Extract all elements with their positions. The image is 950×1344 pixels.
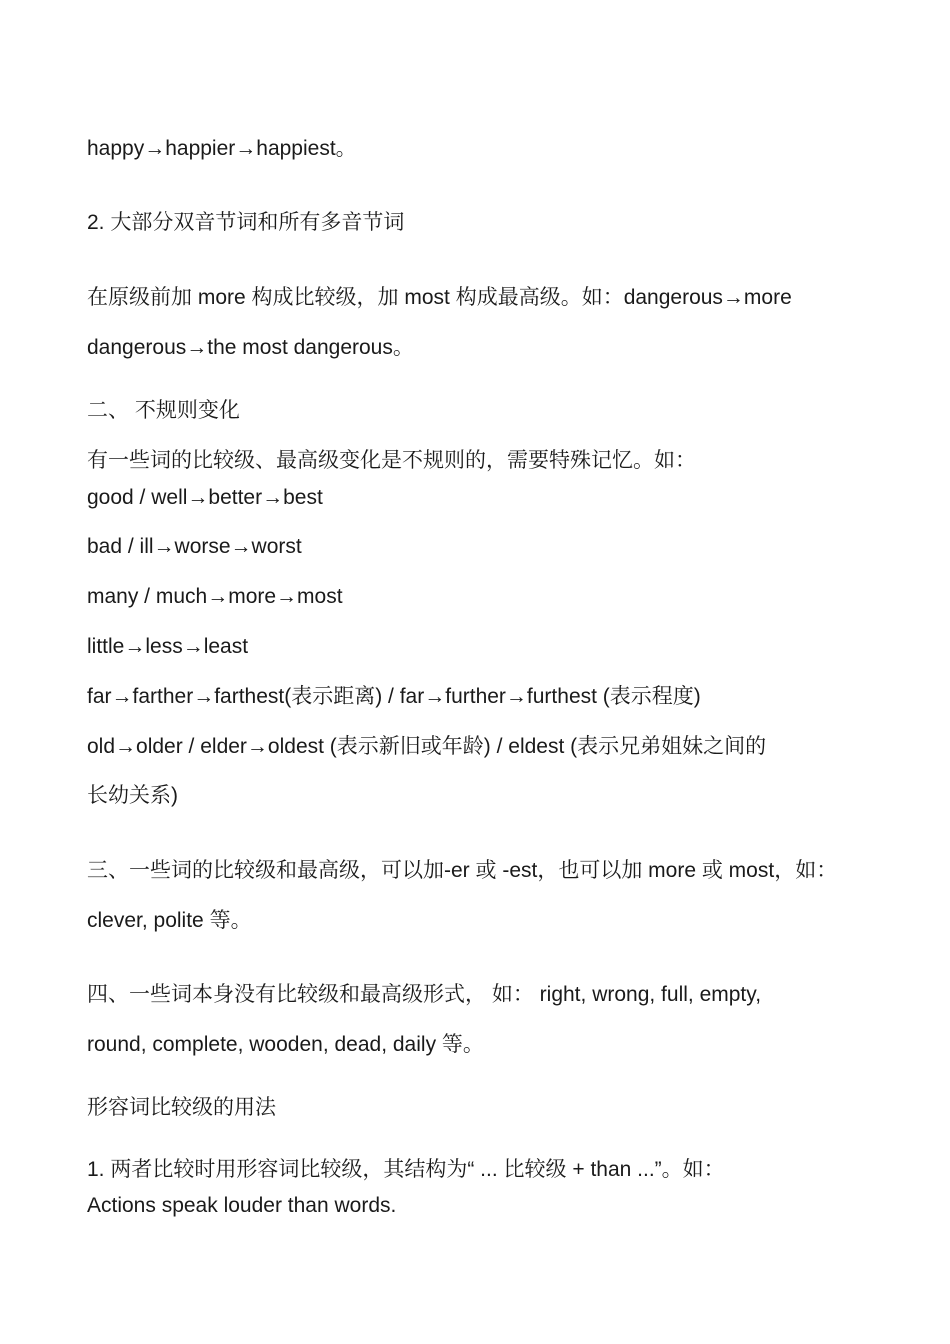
rule-example-dangerous: dangerous→the most dangerous。 [87, 336, 414, 359]
comparative-example-happy: happy→happier→happiest。 [87, 137, 357, 160]
rule-text-more-most: 在原级前加 more 构成比较级，加 most 构成最高级。如：dangerous→more [87, 286, 792, 309]
irregular-example-many: many / much→more→most [87, 585, 343, 608]
section-heading-no-comparative: 四、一些词本身没有比较级和最高级形式， 如： right, wrong, full, empty, [87, 983, 762, 1006]
irregular-example-old-continued: 长幼关系) [87, 784, 178, 807]
rule-heading-multisyllable: 2. 大部分双音节词和所有多音节词 [87, 211, 405, 234]
usage-heading: 形容词比较级的用法 [87, 1096, 276, 1119]
irregular-example-far: far→farther→farthest(表示距离) / far→further→furthest (表示程度) [87, 685, 701, 708]
er-or-more-examples: clever, polite 等。 [87, 909, 252, 932]
irregular-example-bad: bad / ill→worse→worst [87, 535, 302, 558]
usage-rule-than: 1. 两者比较时用形容词比较级，其结构为“ ... 比较级 + than ...”。如： [87, 1158, 725, 1181]
irregular-example-little: little→less→least [87, 635, 249, 658]
section-heading-er-or-more: 三、一些词的比较级和最高级，可以加-er 或 -est，也可以加 more 或 most，如： [87, 859, 838, 882]
usage-example-actions: Actions speak louder than words. [87, 1194, 397, 1217]
section-heading-irregular: 二、 不规则变化 [87, 399, 240, 422]
irregular-intro-text: 有一些词的比较级、最高级变化是不规则的，需要特殊记忆。如： [87, 449, 696, 472]
no-comparative-examples: round, complete, wooden, dead, daily 等。 [87, 1033, 484, 1056]
irregular-example-old: old→older / elder→oldest (表示新旧或年龄) / eldest (表示兄弟姐妹之间的 [87, 735, 767, 758]
irregular-example-good: good / well→better→best [87, 486, 323, 509]
